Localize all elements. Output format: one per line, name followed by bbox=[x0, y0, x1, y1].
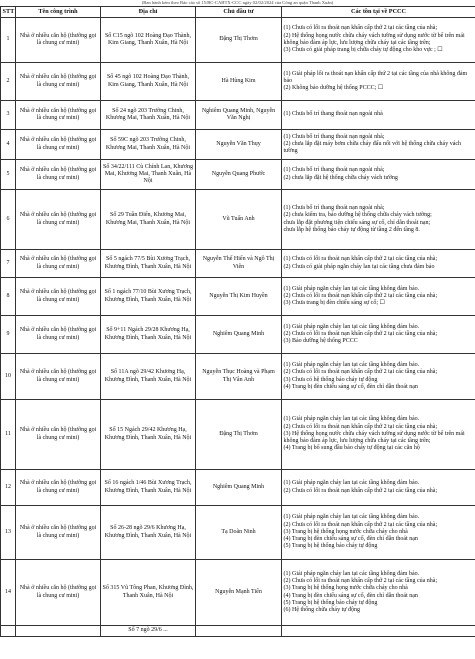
issue-line: (2) Chưa có giải pháp ngăn cháy lan tại các tầng chưa đảm bảo bbox=[283, 263, 435, 270]
row-name: Nhà ở nhiều căn hộ (thường gọi là chung cư mini) bbox=[16, 278, 101, 316]
table-row bbox=[1, 278, 475, 316]
row-address: Số 45 ngõ 102 Hoàng Đạo Thành, Kim Giang, Thanh Xuân, Hà Nội bbox=[101, 63, 196, 101]
row-name: Nhà ở nhiều căn hộ (thường gọi là chung cư mini) bbox=[16, 63, 101, 101]
issue-line: (4) Trang bị đèn chiếu sáng sự cố, đèn chỉ dẫn thoát nạn bbox=[283, 536, 418, 543]
row-owner: Nguyễn Thục Hoàng và Phạm Thị Vân Anh bbox=[196, 354, 282, 400]
row-address: Số 15 Ngách 29/42 Khương Hạ, Khương Đình, Thanh Xuân, Hà Nội bbox=[101, 400, 196, 470]
row-owner: Đặng Thị Thơm bbox=[196, 400, 282, 470]
row-name: Nhà ở nhiều căn hộ (thường gọi là chung cư mini) bbox=[16, 400, 101, 470]
issue-line: (3) Hệ thống họng nước chữa cháy vách tường sử dụng nước từ bể trên mái không bảo đảm áp lực, lưu lượng chữa cháy tại các tầng trên; bbox=[283, 430, 465, 445]
row-issues bbox=[282, 101, 475, 130]
row-name bbox=[16, 626, 101, 637]
issue-line: (1) Chưa bố trí thang thoát nạn ngoài nhà; bbox=[283, 133, 385, 140]
row-address: Số 59C ngõ 203 Trường Chinh, Khương Mai, Thanh Xuân, Hà Nội bbox=[101, 130, 196, 160]
issue-line: (2) chưa kiểm tra, bảo dưỡng hệ thống chữa cháy vách tường; bbox=[283, 212, 432, 219]
issue-line: (3) Trang bị hệ thống họng nước chữa cháy cho nhà bbox=[283, 528, 408, 535]
row-stt: 4 bbox=[1, 130, 16, 160]
issue-line: (2) Chưa có lối ra thoát nạn khẩn cấp thứ 2 tại các tầng của nhà; bbox=[283, 330, 438, 337]
row-issues bbox=[282, 250, 475, 278]
row-address: Số 26-28 ngõ 29/6 Khương Hạ, Khương Đình, Thanh Xuân, Hà Nội bbox=[101, 506, 196, 560]
issue-line: (1) Giải pháp lối ra thoát nạn khẩn cấp thứ 2 tại các tầng của nhà không đảm bảo bbox=[283, 70, 468, 84]
issue-line: (5) Trang bị hệ thống báo cháy tự động bbox=[283, 543, 378, 550]
table-row bbox=[1, 560, 475, 626]
row-stt: 13 bbox=[1, 506, 16, 560]
issue-line: (1) Chưa bố trí thang thoát nạn ngoài nhà; bbox=[283, 204, 385, 211]
issue-line: (2) Chưa có lối ra thoát nạn khẩn cấp thứ 2 tại các tầng của nhà; bbox=[283, 292, 438, 299]
table-header-row bbox=[1, 7, 475, 18]
row-issues bbox=[282, 506, 475, 560]
issue-line: (3) Chưa có giải pháp trang bị chữa cháy tự động cho kho vực ; ☐ bbox=[283, 47, 443, 54]
table-row bbox=[1, 101, 475, 130]
row-stt: 8 bbox=[1, 278, 16, 316]
row-stt: 12 bbox=[1, 470, 16, 506]
row-owner: Nguyễn Văn Thụy bbox=[196, 130, 282, 160]
row-issues bbox=[282, 278, 475, 316]
issue-line: (1) Giải pháp ngăn cháy lan tại các tầng không đảm bảo. bbox=[283, 514, 420, 521]
issue-line: (2) chưa lắp đặt hệ thống chữa cháy vách tường bbox=[283, 174, 398, 181]
table-row bbox=[1, 160, 475, 190]
row-issues bbox=[282, 354, 475, 400]
issue-line: (4) Trang bị đèn chiếu sáng sự cố, đèn chỉ dẫn thoát nạn bbox=[283, 383, 418, 390]
table-row bbox=[1, 63, 475, 101]
row-stt bbox=[1, 626, 16, 637]
row-owner: Nghiêm Quang Minh, Nguyễn Văn Nghị bbox=[196, 101, 282, 130]
row-issues bbox=[282, 316, 475, 354]
row-address: Số 315 Vũ Tông Phan, Khương Đình, Thanh Xuân, Hà Nội bbox=[101, 560, 196, 626]
row-stt: 7 bbox=[1, 250, 16, 278]
table-row bbox=[1, 130, 475, 160]
row-owner: Vũ Tuấn Anh bbox=[196, 190, 282, 250]
table-row bbox=[1, 626, 475, 637]
row-owner: Nguyễn Quang Phước bbox=[196, 160, 282, 190]
row-issues bbox=[282, 400, 475, 470]
row-address: Số 11A ngõ 29/42 Khương Hạ, Khương Đình, Thanh Xuân, Hà Nội bbox=[101, 354, 196, 400]
issue-line: (6) Hệ thống chữa cháy tự động bbox=[283, 607, 360, 614]
row-stt: 5 bbox=[1, 160, 16, 190]
row-issues bbox=[282, 63, 475, 101]
row-name: Nhà ở nhiều căn hộ (thường gọi là chung cư mini) bbox=[16, 130, 101, 160]
issue-line: (3) Chưa trang bị đèn chiếu sáng sự cố; ☐ bbox=[283, 300, 385, 307]
issue-line: (3) Bảo dưỡng hệ thống PCCC bbox=[283, 338, 358, 345]
row-name: Nhà ở nhiều căn hộ (thường gọi là chung cư mini) bbox=[16, 160, 101, 190]
row-address: Số 24 ngõ 203 Trường Chinh, Khương Mai, Thanh Xuân, Hà Nội bbox=[101, 101, 196, 130]
row-address: Số 34/22/111 Cù Chính Lan, Khương Mai, Khương Mai, Thanh Xuân, Hà Nội bbox=[101, 160, 196, 190]
row-owner: Nguyễn Mạnh Tiến bbox=[196, 560, 282, 626]
row-stt: 11 bbox=[1, 400, 16, 470]
issue-line: (1) Chưa bố trí thang thoát nạn ngoài nhà bbox=[283, 111, 383, 118]
header-name: Tên công trình bbox=[16, 7, 101, 18]
issue-line: (2) Hệ thống họng nước chữa cháy vách tường sử dụng nước từ bể trên mái không bảo đảm áp lực, lưu lượng chữa cháy tại các tầng trên; bbox=[283, 32, 465, 46]
row-address: Số C15 ngõ 102 Hoàng Đạo Thành, Kim Giang, Thanh Xuân, Hà Nội bbox=[101, 18, 196, 63]
issue-line: (4) Trang bị bổ sung đầu báo cháy tự động tại các căn hộ bbox=[283, 445, 420, 452]
table-row bbox=[1, 18, 475, 63]
issue-line: chưa lắp đặt phương tiện chiếu sáng sự cố, chỉ dẫn thoát nạn; bbox=[283, 219, 431, 226]
issue-line: (3) Trang bị hệ thống họng nước chữa cháy cho nhà bbox=[283, 585, 408, 592]
table-body bbox=[1, 18, 475, 637]
issue-line: (5) Trang bị hệ thống báo cháy tự động bbox=[283, 599, 378, 606]
row-address: Số 5 ngách 77/5 Bùi Xương Trạch, Khương Đình, Thanh Xuân, Hà Nội bbox=[101, 250, 196, 278]
row-address: Số 9+11 Ngách 29/28 Khương Hạ, Khương Đình, Thanh Xuân, Hà Nội bbox=[101, 316, 196, 354]
row-stt: 3 bbox=[1, 101, 16, 130]
row-owner: Đặng Thị Thơm bbox=[196, 18, 282, 63]
issue-line: (1) Chưa bố trí thang thoát nạn ngoài nhà; bbox=[283, 167, 385, 174]
issue-line: (1) Giải pháp ngăn cháy lan tại các tầng không đảm bảo. bbox=[283, 570, 420, 577]
issue-line: (3) Chưa có hệ thống báo cháy tự động bbox=[283, 376, 378, 383]
row-owner: Nguyễn Thế Hiển và Ngô Thị Viên bbox=[196, 250, 282, 278]
row-owner: Nguyễn Thị Kim Huyền bbox=[196, 278, 282, 316]
row-owner bbox=[196, 626, 282, 637]
row-name: Nhà ở nhiều căn hộ (thường gọi là chung cư mini) bbox=[16, 190, 101, 250]
table-row bbox=[1, 250, 475, 278]
header-issues: Các tồn tại về PCCC bbox=[282, 7, 475, 18]
issue-line: (2) Chưa có lối ra thoát nạn khẩn cấp thứ 2 tại các tầng của nhà; bbox=[283, 487, 438, 494]
issue-line: (1) Chưa có lối ra thoát nạn khẩn cấp thứ 2 tại các tầng của nhà; bbox=[283, 25, 438, 32]
header-address: Địa chỉ bbox=[101, 7, 196, 18]
row-stt: 9 bbox=[1, 316, 16, 354]
document-top-note: (Ban hành kèm theo Báo cáo số 15/BC-CAHTX-CCC ngày 02/02/2024 của Công an quận Thanh Xuân) bbox=[141, 0, 334, 5]
row-name: Nhà ở nhiều căn hộ (thường gọi là chung cư mini) bbox=[16, 354, 101, 400]
row-name: Nhà ở nhiều căn hộ (thường gọi là chung cư mini) bbox=[16, 18, 101, 63]
row-stt: 14 bbox=[1, 560, 16, 626]
row-name: Nhà ở nhiều căn hộ (thường gọi là chung cư mini) bbox=[16, 316, 101, 354]
row-issues bbox=[282, 190, 475, 250]
row-issues bbox=[282, 18, 475, 63]
row-stt: 6 bbox=[1, 190, 16, 250]
table-row bbox=[1, 506, 475, 560]
row-name: Nhà ở nhiều căn hộ (thường gọi là chung cư mini) bbox=[16, 506, 101, 560]
row-address: Số 1 ngách 77/10 Bùi Xương Trạch, Khương Đình, Thanh Xuân, Hà Nội bbox=[101, 278, 196, 316]
row-name: Nhà ở nhiều căn hộ (thường gọi là chung cư mini) bbox=[16, 250, 101, 278]
row-address: Số 16 ngách 1/46 Bùi Xương Trạch, Khương Đình, Thanh Xuân, Hà Nội bbox=[101, 470, 196, 506]
row-issues bbox=[282, 560, 475, 626]
row-issues bbox=[282, 626, 475, 637]
row-name: Nhà ở nhiều căn hộ (thường gọi là chung cư mini) bbox=[16, 560, 101, 626]
row-name: Nhà ở nhiều căn hộ (thường gọi là chung cư mini) bbox=[16, 101, 101, 130]
issue-line: (2) Chưa có lối ra thoát nạn khẩn cấp thứ 2 tại các tầng của nhà; bbox=[283, 369, 438, 376]
row-owner: Tạ Doãn Ninh bbox=[196, 506, 282, 560]
pccc-issues-table bbox=[0, 6, 475, 637]
issue-line: (1) Giải pháp ngăn cháy lan tại các tầng không đảm bảo. bbox=[283, 416, 420, 423]
header-stt: STT bbox=[1, 7, 16, 18]
table-row bbox=[1, 190, 475, 250]
table-row bbox=[1, 354, 475, 400]
issue-line: (1) Giải pháp ngăn cháy lan tại các tầng không đảm bảo. bbox=[283, 361, 420, 368]
row-stt: 1 bbox=[1, 18, 16, 63]
header-owner: Chủ đầu tư bbox=[196, 7, 282, 18]
issue-line: (4) Trang bị đèn chiếu sáng sự cố, đèn chỉ dẫn thoát nạn bbox=[283, 592, 418, 599]
table-row bbox=[1, 470, 475, 506]
issue-line: chưa lắp hệ thống báo cháy tự động từ tầng 2 đến tầng 8. bbox=[283, 226, 420, 233]
row-issues bbox=[282, 160, 475, 190]
issue-line: (2) Không bảo dưỡng hệ thống PCCC; ☐ bbox=[283, 85, 384, 92]
table-row bbox=[1, 316, 475, 354]
row-issues bbox=[282, 130, 475, 160]
row-address: Số 29 Tuần Điển, Khương Mai, Khương Mai, Thanh Xuân, Hà Nội bbox=[101, 190, 196, 250]
issue-line: (2) chưa lắp đặt máy bơm chữa cháy đấu nối với hệ thống chữa cháy vách tường bbox=[283, 140, 462, 155]
row-stt: 10 bbox=[1, 354, 16, 400]
issue-line: (1) Chưa có lối ra thoát nạn khẩn cấp thứ 2 tại các tầng của nhà; bbox=[283, 256, 438, 263]
table-row bbox=[1, 400, 475, 470]
row-issues bbox=[282, 470, 475, 506]
issue-line: (2) Chưa có lối ra thoát nạn khẩn cấp thứ 2 tại các tầng của nhà; bbox=[283, 521, 438, 528]
row-name: Nhà ở nhiều căn hộ (thường gọi là chung cư mini) bbox=[16, 470, 101, 506]
row-owner: Hà Hùng Kim bbox=[196, 63, 282, 101]
issue-line: (1) Giải pháp ngăn cháy lan tại các tầng không đảm bảo. bbox=[283, 480, 420, 487]
row-owner: Nghiêm Quang Minh bbox=[196, 316, 282, 354]
row-address: Số 7 ngõ 29/6 ... bbox=[101, 626, 196, 637]
issue-line: (1) Giải pháp ngăn cháy lan tại các tầng không đảm bảo. bbox=[283, 285, 420, 292]
issue-line: (2) Chưa có lối ra thoát nạn khẩn cấp thứ 2 tại các tầng của nhà; bbox=[283, 423, 438, 430]
row-owner: Nghiêm Quang Minh bbox=[196, 470, 282, 506]
issue-line: (1) Giải pháp ngăn cháy lan tại các tầng không đảm bảo. bbox=[283, 323, 420, 330]
issue-line: (2) Chưa có lối ra thoát nạn khẩn cấp thứ 2 tại các tầng của nhà; bbox=[283, 577, 438, 584]
row-stt: 2 bbox=[1, 63, 16, 101]
